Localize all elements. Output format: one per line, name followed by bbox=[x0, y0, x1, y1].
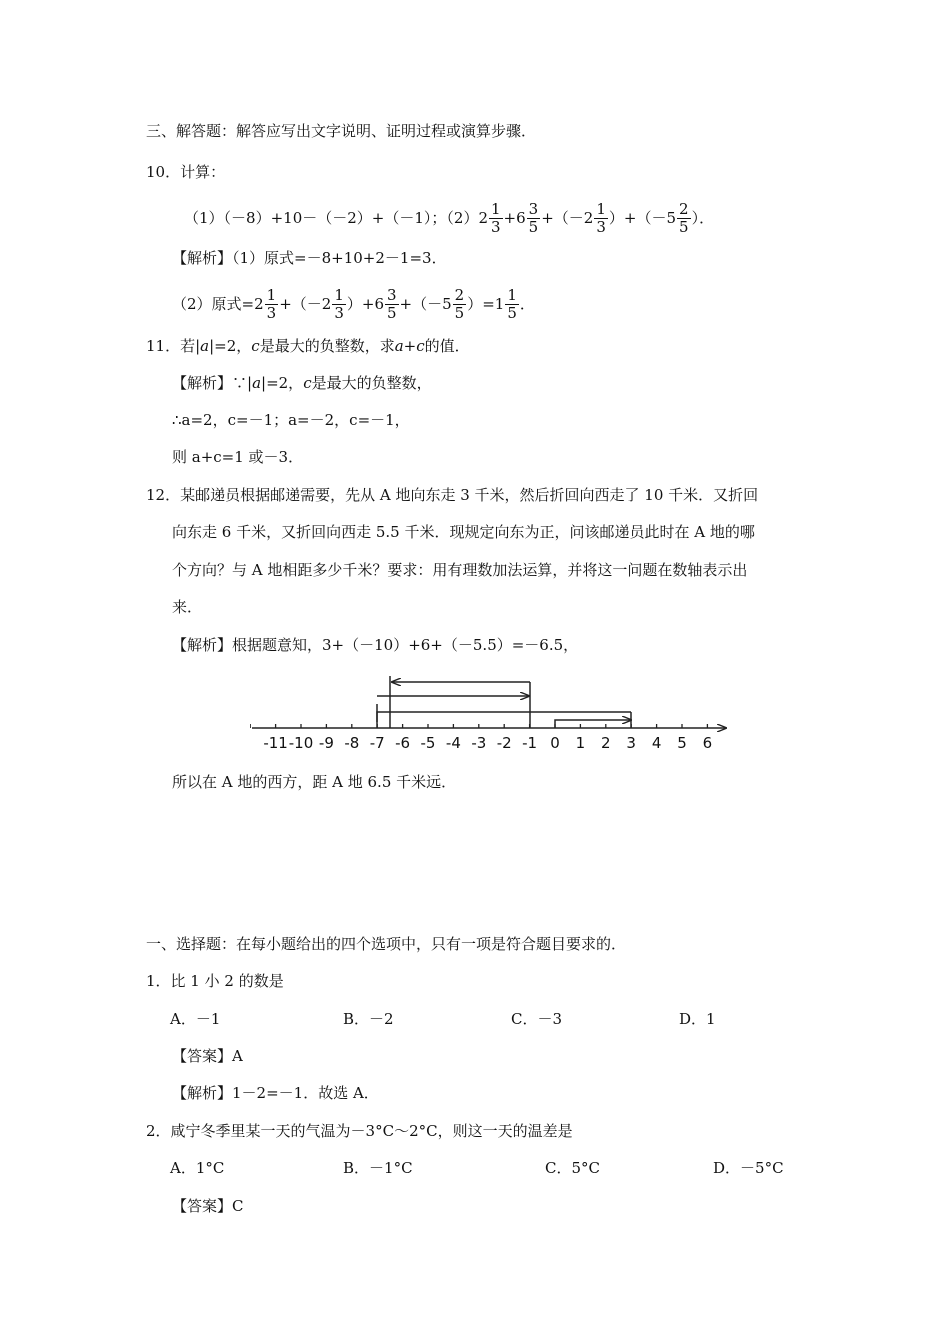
fraction bbox=[677, 201, 691, 236]
q11-solution-2: ∴a=2，c=－1；a=－2，c=－1， bbox=[172, 411, 410, 429]
q2-option-d: D．－5°C bbox=[713, 1159, 784, 1177]
denominator: 5 bbox=[454, 303, 465, 322]
variable: a bbox=[252, 374, 262, 392]
fraction bbox=[453, 287, 467, 322]
fraction bbox=[505, 287, 519, 322]
variable: c bbox=[251, 337, 260, 355]
q12-line-4: 来． bbox=[172, 598, 203, 616]
q1-answer: 【答案】A bbox=[172, 1047, 243, 1065]
q2-option-a: A．1°C bbox=[170, 1159, 225, 1177]
numerator: 1 bbox=[491, 199, 501, 218]
tick-label: 0 bbox=[550, 734, 560, 752]
tick-label: -7 bbox=[369, 734, 385, 752]
q11-solution-1 bbox=[172, 373, 432, 393]
q10-mixed-1 bbox=[478, 201, 503, 236]
denominator: 5 bbox=[507, 303, 517, 322]
tick-label: -4 bbox=[445, 734, 461, 752]
q10-part1: （1）（－8）+10－（－2）+（－1）；（2） bbox=[184, 209, 479, 227]
numerator: 3 bbox=[387, 285, 397, 304]
tick-label: 2 bbox=[601, 734, 611, 752]
denominator: 3 bbox=[266, 303, 277, 322]
denominator: 5 bbox=[679, 217, 689, 236]
fraction bbox=[385, 287, 399, 322]
q1-analysis: 【解析】1－2=－1．故选 A． bbox=[172, 1084, 379, 1102]
q10-stem: 10．计算： bbox=[146, 163, 226, 181]
q11-stem bbox=[146, 336, 470, 356]
q10-answer-2 bbox=[172, 284, 535, 324]
text: |=2， bbox=[209, 337, 252, 355]
tick-label: 6 bbox=[702, 734, 713, 752]
text: 是最大的负整数， bbox=[311, 374, 432, 392]
q12-conclusion: 所以在 A 地的西方，距 A 地 6.5 千米远． bbox=[172, 773, 457, 791]
q12-line-1: 12．某邮递员根据邮递需要，先从 A 地向东走 3 千米，然后折回向西走了 10 千米．又折回 bbox=[146, 486, 759, 504]
fraction bbox=[489, 201, 503, 236]
numerator: 1 bbox=[507, 285, 517, 304]
term: +（－2 bbox=[279, 295, 332, 313]
fraction bbox=[265, 287, 279, 322]
q1-option-d: D．1 bbox=[679, 1010, 716, 1028]
text: 11．若| bbox=[146, 337, 201, 355]
term: +（－5 bbox=[399, 295, 452, 313]
tick-label: -2 bbox=[496, 734, 512, 752]
q1-option-a: A．－1 bbox=[170, 1010, 221, 1028]
q12-solution: 【解析】根据题意知，3+（－10）+6+（－5.5）=－6.5， bbox=[172, 636, 579, 654]
q2-stem: 2．咸宁冬季里某一天的气温为－3°C～2°C，则这一天的温差是 bbox=[146, 1122, 573, 1140]
numerator: 2 bbox=[454, 285, 465, 304]
term: ）+（－5 bbox=[608, 209, 677, 227]
numerator: 2 bbox=[679, 199, 689, 218]
term: +（－2 bbox=[541, 209, 594, 227]
numerator: 1 bbox=[266, 285, 277, 304]
text: 【解析】∵| bbox=[172, 374, 253, 392]
fraction bbox=[527, 201, 541, 236]
numerator: 1 bbox=[334, 285, 344, 304]
section3-heading: 三、解答题：解答应写出文字说明、证明过程或演算步骤． bbox=[146, 122, 537, 140]
tick-label: -3 bbox=[471, 734, 487, 752]
q12-line-2: 向东走 6 千米，又折回向西走 5.5 千米．现规定向东为正，问该邮递员此时在 A 地的哪 bbox=[172, 523, 755, 541]
term: ）=1 bbox=[467, 295, 505, 313]
q1-option-b: B．－2 bbox=[343, 1010, 394, 1028]
denominator: 3 bbox=[334, 303, 344, 322]
term: ）． bbox=[691, 209, 715, 227]
q10-expressions bbox=[184, 200, 714, 236]
denominator: 5 bbox=[387, 303, 397, 322]
denominator: 3 bbox=[491, 217, 501, 236]
variable: a bbox=[200, 337, 210, 355]
tick-label: -5 bbox=[420, 734, 436, 752]
denominator: 5 bbox=[528, 217, 539, 236]
q10-answer-1: 【解析】（1）原式=－8+10+2－1=3． bbox=[172, 249, 447, 267]
q12-line-3: 个方向？与 A 地相距多少千米？要求：用有理数加法运算，并将这一问题在数轴表示出 bbox=[172, 561, 748, 579]
q1-stem: 1．比 1 小 2 的数是 bbox=[146, 972, 284, 990]
section1-heading: 一、选择题：在每小题给出的四个选项中，只有一项是符合题目要求的． bbox=[146, 935, 627, 953]
tick-label: -1 bbox=[522, 734, 538, 752]
number-line-diagram bbox=[250, 670, 730, 754]
whole: 2 bbox=[478, 209, 488, 227]
q2-answer: 【答案】C bbox=[172, 1197, 244, 1215]
term: +6 bbox=[503, 209, 526, 227]
text: 的值． bbox=[424, 337, 470, 355]
tick-label: -6 bbox=[395, 734, 411, 752]
tick-label: 5 bbox=[677, 734, 687, 752]
tick-label: -10 bbox=[288, 734, 314, 752]
text: 是最大的负整数，求 bbox=[259, 337, 395, 355]
tick-label: -9 bbox=[318, 734, 334, 752]
term: （2）原式=2 bbox=[172, 295, 264, 313]
tick-label: -11 bbox=[263, 734, 288, 752]
fraction bbox=[594, 201, 608, 236]
term: ． bbox=[519, 295, 535, 313]
numerator: 3 bbox=[528, 199, 539, 218]
q11-solution-3: 则 a+c=1 或－3． bbox=[172, 448, 304, 466]
numerator: 1 bbox=[596, 199, 606, 218]
q1-option-c: C．－3 bbox=[511, 1010, 563, 1028]
tick-label: 3 bbox=[626, 734, 636, 752]
tick-label: 4 bbox=[651, 734, 662, 752]
path-east-3 bbox=[555, 720, 631, 728]
term: ）+6 bbox=[346, 295, 384, 313]
fraction bbox=[332, 287, 346, 322]
tick-label: -8 bbox=[344, 734, 360, 752]
variable: a+c bbox=[394, 337, 425, 355]
tick-label: 1 bbox=[575, 734, 586, 752]
variable: c bbox=[303, 374, 312, 392]
q2-option-b: B．－1°C bbox=[343, 1159, 413, 1177]
denominator: 3 bbox=[596, 217, 606, 236]
q2-option-c: C．5°C bbox=[545, 1159, 600, 1177]
text: |=2， bbox=[261, 374, 304, 392]
